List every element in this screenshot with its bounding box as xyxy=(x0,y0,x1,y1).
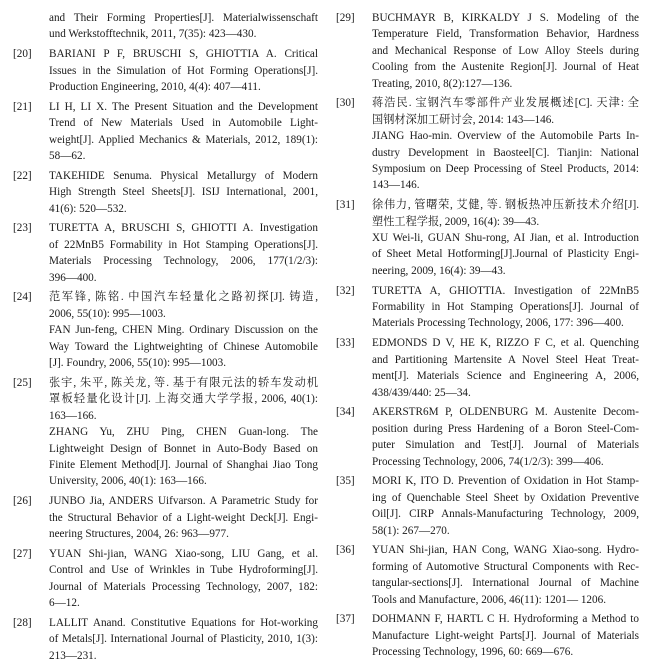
reference-line: YUAN Shi-jian, HAN Cong, WANG Xiao-song. Hydro- xyxy=(372,544,639,557)
reference-entry xyxy=(336,404,639,470)
reference-entry xyxy=(13,99,318,165)
reference-number: [27] xyxy=(13,547,32,560)
reference-number: [26] xyxy=(13,495,32,508)
reference-entry xyxy=(13,375,318,490)
reference-line: forming of Automotive Structural Components with Rec- xyxy=(372,560,639,573)
reference-line: position during Press Hardening of a Boron Steel-Com- xyxy=(372,422,639,435)
reference-line: and Partitioning Martensite A Novel Steel Heat Treat- xyxy=(372,353,639,366)
reference-line: of Metals[J]. International Journal of Plasticity, 2010, 1(3): xyxy=(49,633,318,646)
reference-entry xyxy=(13,46,318,95)
reference-line: 58(1): 267—270. xyxy=(372,524,450,537)
reference-line: Journal of Materials Processing Technology, 2007, 182: xyxy=(49,580,318,593)
reference-number: [35] xyxy=(336,475,355,488)
reference-line: Formability in Hot Stamping Operations[J]. Journal of xyxy=(372,301,639,314)
reference-text xyxy=(49,99,318,165)
reference-line: ZHANG Yu, ZHU Ping, CHEN Guan-long. The xyxy=(49,426,318,439)
reference-line: puter Simulation and Test[J]. Journal of Materials xyxy=(372,439,639,452)
reference-line: und Werkstofftechnik, 2011, 7(35): 423—430. xyxy=(49,28,257,41)
reference-text xyxy=(49,289,318,371)
reference-line: 蒋浩民. 宝钢汽车零部件产业发展概述[C]. 天津: 全 xyxy=(372,97,639,110)
reference-number: [23] xyxy=(13,222,32,235)
reference-entry xyxy=(13,615,318,664)
reference-line: FAN Jun-feng, CHEN Ming. Ordinary Discussion on the xyxy=(49,324,318,337)
reference-text xyxy=(372,335,639,401)
reference-line: LALLIT Anand. Constitutive Equations for Hot-working xyxy=(49,616,318,629)
reference-entry xyxy=(336,335,639,401)
reference-line: neering Structures, 2004, 26: 963—977. xyxy=(49,527,229,540)
reference-text xyxy=(372,542,639,608)
reference-line: 塑性工程学报, 2009, 16(4): 39—43. xyxy=(372,215,540,228)
reference-number: [28] xyxy=(13,616,32,629)
reference-number: [24] xyxy=(13,291,32,304)
reference-entry xyxy=(13,493,318,542)
reference-number: [31] xyxy=(336,199,355,212)
reference-number: [25] xyxy=(13,376,32,389)
reference-line: ment[J]. Materials Science and Engineering A, 2006, xyxy=(372,370,639,383)
reference-entry xyxy=(13,168,318,217)
reference-line: [J]. Foundry, 2006, 55(10): 995—1003. xyxy=(49,357,227,370)
reference-number: [20] xyxy=(13,48,32,61)
reference-entry xyxy=(13,220,318,286)
reference-text xyxy=(49,46,318,95)
reference-entry xyxy=(13,10,318,43)
reference-line: JIANG Hao-min. Overview of the Automobile Parts In- xyxy=(372,130,639,143)
reference-text xyxy=(49,220,318,286)
reference-line: EDMONDS D V, HE K, RIZZO F C, et al. Quenching xyxy=(372,337,639,350)
reference-line: JUNBO Jia, ANDERS Uifvarson. A Parametric Study for xyxy=(49,495,318,508)
reference-text xyxy=(49,615,318,664)
reference-line: 396—400. xyxy=(49,271,97,284)
reference-line: AKERSTR6M P, OLDENBURG M. Austenite Decom- xyxy=(372,406,639,419)
reference-line: Trend of New Materials Used in Automobile Light- xyxy=(49,117,318,130)
reference-number: [21] xyxy=(13,100,32,113)
reference-line: Lightweight Design of Bonnet in Auto-Body Based on xyxy=(49,442,318,455)
reference-line: ing of Quenchable Steel Sheet by Oxidation Preventive xyxy=(372,491,639,504)
reference-entry xyxy=(336,283,639,332)
reference-number: [33] xyxy=(336,337,355,350)
reference-line: Materials Processing Technology, 2006, 177: 396—400. xyxy=(372,317,624,330)
reference-line: Tools and Manufacture, 2006, 46(11): 1201— 1206. xyxy=(372,593,607,606)
reference-text xyxy=(49,546,318,612)
reference-text xyxy=(49,375,318,490)
reference-line: TURETTA A, BRUSCHI S, GHIOTTI A. Investigation xyxy=(49,222,318,235)
reference-line: and Their Forming Properties[J]. Materialwissenschaft xyxy=(49,12,318,24)
reference-line: Way Toward the Lightweighting of Chinese Automobile xyxy=(49,340,318,353)
reference-text xyxy=(49,493,318,542)
reference-entry xyxy=(336,542,639,608)
reference-number: [37] xyxy=(336,613,355,626)
left-reference-column xyxy=(13,10,318,667)
reference-line: Finite Element Method[J]. Journal of Shanghai Jiao Tong xyxy=(49,458,318,471)
reference-text xyxy=(49,10,318,43)
reference-line: Symposium on Deep Processing of Steel Products, 2014: xyxy=(372,163,639,176)
reference-line: 58—62. xyxy=(49,150,86,163)
reference-line: the Structural Behavior of a Light-weight Deck[J]. Engi- xyxy=(49,511,318,524)
reference-line: Issues in the Simulation of Hot Forming Operations[J]. xyxy=(49,64,318,77)
reference-entry xyxy=(336,10,639,92)
reference-line: Materials Processing Technology, 2006, 177(1/2/3): xyxy=(49,255,318,268)
reference-line: TAKEHIDE Senuma. Physical Metallurgy of Modern xyxy=(49,169,318,182)
reference-line: Cooling from the Austenite Region[J]. Journal of Heat xyxy=(372,61,639,74)
reference-line: 438/439/440: 25—34. xyxy=(372,386,471,399)
right-reference-column xyxy=(336,10,639,664)
reference-line: 2006, 55(10): 995—1003. xyxy=(49,307,166,320)
reference-text xyxy=(372,283,639,332)
reference-line: dustry Development in Baosteel[C]. Tianjin: National xyxy=(372,146,639,159)
reference-text xyxy=(372,197,639,279)
reference-entry xyxy=(336,611,639,660)
reference-line: Processing Technology, 2006, 74(1/2/3): 399—406. xyxy=(372,455,604,468)
reference-number: [29] xyxy=(336,12,355,24)
reference-line: 163—166. xyxy=(49,409,97,422)
reference-number: [32] xyxy=(336,284,355,297)
reference-line: University, 2006, 40(1): 163—166. xyxy=(49,475,207,488)
reference-line: of 22MnB5 Formability in Hot Stamping Operations[J]. xyxy=(49,238,318,251)
reference-entry xyxy=(336,95,639,193)
reference-text xyxy=(372,10,639,92)
reference-line: 143—146. xyxy=(372,179,420,192)
reference-text xyxy=(372,95,639,193)
reference-line: XU Wei-li, GUAN Shu-rong, AI Jian, et al. Introduction xyxy=(372,232,639,245)
reference-line: 国钢材深加工研讨会, 2014: 143—146. xyxy=(372,113,555,126)
reference-entry xyxy=(13,546,318,612)
reference-line: BARIANI P F, BRUSCHI S, GHIOTTIA A. Critical xyxy=(49,48,318,61)
reference-line: Production Engineering, 2010, 4(4): 407—411. xyxy=(49,81,261,94)
reference-line: 张宇, 朱平, 陈关龙, 等. 基于有限元法的轿车发动机 xyxy=(49,376,318,389)
reference-line: LI H, LI X. The Present Situation and the Development xyxy=(49,100,318,113)
reference-line: Manufacture Light-weight Parts[J]. Journal of Materials xyxy=(372,629,639,642)
reference-text xyxy=(372,611,639,660)
reference-line: Oil[J]. CIRP Annals-Manufacturing Technology, 2009, xyxy=(372,508,639,521)
reference-line: of Sheet Metal Hotforming[J].Journal of Plasticity Engi- xyxy=(372,248,639,261)
reference-entry xyxy=(336,197,639,279)
reference-line: Control and Use of Wrinkles in Tube Hydroforming[J]. xyxy=(49,564,318,577)
reference-line: 213—231. xyxy=(49,649,97,662)
reference-entry xyxy=(13,289,318,371)
reference-line: Treating, 2010, 8(2):127—136. xyxy=(372,77,513,90)
reference-line: weight[J]. Applied Mechanics & Materials, 2012, 189(1): xyxy=(49,133,318,146)
reference-line: 徐伟力, 管曙荣, 艾健, 等. 钢板热冲压新技术介绍[J]. xyxy=(372,199,639,212)
reference-line: BUCHMAYR B, KIRKALDY J S. Modeling of the xyxy=(372,12,639,24)
reference-line: and Mechanical Response of Low Alloy Steels during xyxy=(372,44,639,57)
reference-number: [36] xyxy=(336,544,355,557)
reference-line: High Strength Steel Sheets[J]. ISIJ International, 2001, xyxy=(49,186,318,199)
reference-line: DOHMANN F, HARTL C H. Hydroforming a Method to xyxy=(372,613,639,626)
reference-line: 范军锋, 陈铭. 中国汽车轻量化之路初探[J]. 铸造, xyxy=(49,291,318,304)
reference-text xyxy=(372,404,639,470)
reference-line: YUAN Shi-jian, WANG Xiao-song, LIU Gang, et al. xyxy=(49,547,318,560)
reference-line: Temperature Field, Transformation Behavior, Hardness xyxy=(372,28,639,41)
reference-line: MORI K, ITO D. Prevention of Oxidation in Hot Stamp- xyxy=(372,475,639,488)
reference-text xyxy=(49,168,318,217)
reference-number: [34] xyxy=(336,406,355,419)
reference-line: 罩板轻量化设计[J]. 上海交通大学学报, 2006, 40(1): xyxy=(49,393,318,406)
reference-line: 6—12. xyxy=(49,596,80,609)
reference-line: 41(6): 520—532. xyxy=(49,202,127,215)
reference-line: tangular-sections[J]. International Journal of Machine xyxy=(372,577,639,590)
reference-line: TURETTA A, GHIOTTIA. Investigation of 22MnB5 xyxy=(372,284,639,297)
reference-line: neering, 2009, 16(4): 39—43. xyxy=(372,264,506,277)
reference-number: [30] xyxy=(336,97,355,110)
reference-number: [22] xyxy=(13,169,32,182)
reference-line: Processing Technology, 1996, 60: 669—676. xyxy=(372,646,574,659)
reference-entry xyxy=(336,473,639,539)
reference-text xyxy=(372,473,639,539)
